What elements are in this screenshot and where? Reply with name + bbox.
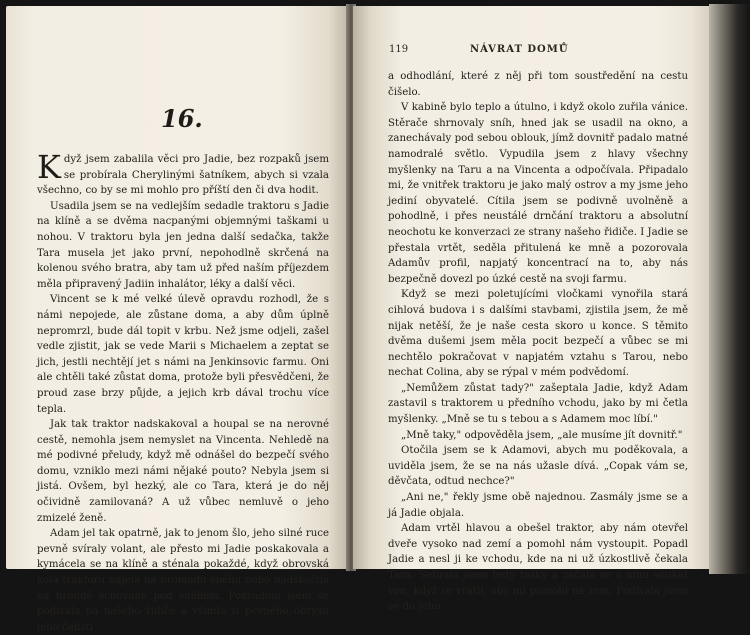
chapter-number: 16.: [161, 104, 203, 133]
paragraph: Adam vrtěl hlavou a obešel traktor, aby nám otevřel dveře vysoko nad zemí a pomohl nám vystoupit. Popadl Jadie a nesl ji ke vchodu, kde na ni už úzkostlivě čekala Tara. Sebrala jsem tedy tašky a začala se s nimi soukat ven, když se vrátil, aby mi pomohl na zem. Podívala jsem se do jeho: [388, 523, 688, 613]
paragraph: a odhodlání, které z něj při tom soustředění na cestu čišelo.: [388, 71, 688, 98]
paragraph: Jak tak traktor nadskakoval a houpal se na nerovné cestě, nemohla jsem nemyslet na Vincenta. Nehledě na mé podivné přeludy, když mě odnášel do bezpečí svého domu, vzniklo mezi námi nějaké pouto? Nebyla jsem si jistá. Ovšem, byl hezký, ale co Tara, která je do něj očividně zamilovaná? A už vůbec nemluvě o jeho zmizelé ženě.: [37, 419, 329, 524]
page-number: 119: [389, 44, 409, 55]
running-title: NÁVRAT DOMŮ: [470, 44, 569, 55]
paragraph: Otočila jsem se k Adamovi, abych mu poděkovala, a uviděla jsem, že se na nás užasle dívá. „Copak vám se, děvčata, odtud nechce?": [388, 445, 688, 488]
left-page-text: [37, 148, 329, 635]
paragraph: „Ani ne," řekly jsme obě najednou. Zasmály jsme se a já Jadie objala.: [388, 492, 688, 519]
left-page: [6, 6, 349, 633]
drop-cap: K: [37, 148, 61, 186]
paragraph: Když jsem zabalila věci pro Jadie, bez rozpaků jsem se probírala Cherylinými šatníkem, abych si vzala všechno, co by se mi mohlo pro příští den či dva hodit.: [37, 148, 329, 197]
paragraph: Usadila jsem se na vedlejším sedadle traktoru s Jadie na klíně a se dvěma nacpanými objemnými taškami u nohou. V traktoru byla jen jedna další sedačka, takže Tara musela jet jako první, nepohodlně skrčená na kolenou svého bratra, aby tam už před naším příjezdem měla připravený Jadiin inhalátor, léky a další věci.: [37, 200, 329, 290]
paragraph: V kabině bylo teplo a útulno, i když okolo zuřila vánice. Stěrače shrnovaly sníh, hned jak se usadil na okno, a zanechávaly pod sebou oblouk, jímž dovnitř padalo matné namodralé světlo. Vypudila jsem z hlavy všechny myšlenky na Taru a na Vincenta a odpočívala. Připadalo mi, že vnitřek traktoru je jako malý ostrov a my jsme jeho jediní obyvatelé. Cítila jsem se podivně uvolněně a pohodlně, i přes neustálé drnčání traktoru a absolutní neochotu ke konverzaci ze strany našeho řidiče. I Jadie se přestala vrtět, seděla přitulená ke mně a pozorovala Adamův profil, napjatý koncentrací na to, aby nás bezpečně dovezl po úzké cestě na svoji farmu.: [388, 102, 688, 285]
paragraph: Vincent se k mé velké úlevě opravdu rozhodl, že s námi nepojede, ale zůstane doma, a aby dům úplně nepromrzl, bude dál topit v krbu. Než jsme odjeli, zašel vedle zjistit, jak se vede Marii s Michaelem a zeptat se jich, jestli nechtějí jet s námi na Jenkinsovic farmu. Oni ale chtěli také zůstat doma, protože byli přesvědčeni, že proud zase brzy půjde, a jejich krb dával trochu více tepla.: [37, 294, 329, 415]
right-page: [353, 6, 709, 613]
paragraph: Adam jel tak opatrně, jak to jenom šlo, jeho silné ruce pevně svíraly volant, ale přesto mi Jadie poskakovala a kymácela se na klíně a sténala pokaždé, když obrovská kola traktoru najela na hromadu sněhu nebo nadskočila na hroudě schované pod sněhem. Pokradmu jsem se podívala na našeho řidiče a všimla si pevného obrysu jeho čelisti: [37, 528, 329, 633]
paragraph: „Nemůžem zůstat tady?" zašeptala Jadie, když Adam zastavil s traktorem u předního vchodu, jako by mi četla myšlenky. „Mně se tu s tebou a s Adamem moc líbí.": [388, 382, 688, 426]
paragraph: „Mně taky," odpověděla jsem, „ale musíme jít dovnitř.": [401, 429, 683, 441]
paragraph: Když se mezi poletujícími vločkami vynořila stará cihlová budova i s dalšími stavbami, zjistila jsem, že mě nijak netěší, že je naše cesta skoro u konce. S těmito dvěma dušemi jsem měla pocit bezpečí a vůbec se mi nechtělo pokračovat v napjatém vztahu s Tarou, nebo nechat Colina, aby se rýpal v mém podvědomí.: [388, 289, 688, 379]
page-edge-shadow: [709, 4, 750, 574]
right-page-text: [388, 69, 688, 615]
